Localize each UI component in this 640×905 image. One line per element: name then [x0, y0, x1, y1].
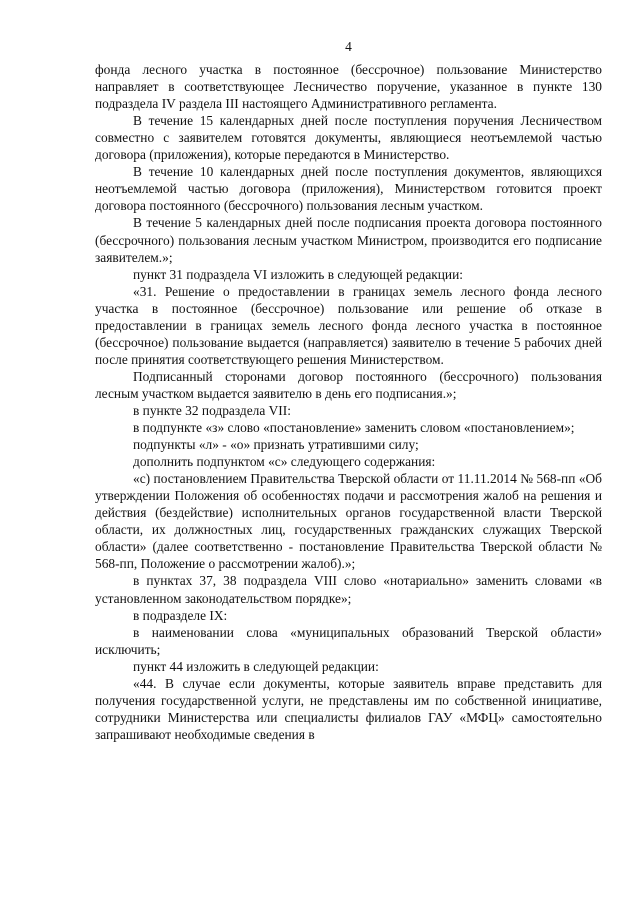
paragraph: «44. В случае если документы, которые заявитель вправе представить для получения государственной услуги, не представлены им по собственной инициативе, сотрудники Министерства или специалисты филиалов ГАУ «МФЦ» самостоятельно запрашивают необходимые сведения в — [95, 675, 602, 742]
paragraph: дополнить подпунктом «с» следующего содержания: — [133, 454, 436, 470]
paragraph: в подразделе IX: — [133, 607, 228, 623]
paragraph: в подпункте «з» слово «постановление» заменить словом «постановлением»; — [133, 420, 575, 436]
paragraph: В течение 5 календарных дней после подписания проекта договора постоянного (бессрочного) пользования лесным участком Министром, производится его подписание заявителем.»; — [95, 215, 602, 265]
paragraph: «с) постановлением Правительства Тверской области от 11.11.2014 № 568-пп «Об утверждении Положения об особенностях подачи и рассмотрения жалоб на решения и действия (бездействие) исполнительных органов государственной власти Тверской области, их должностных лиц, государственных гражданских служащих Тверской области» (далее соответственно - постановление Правительства Тверской области № 568-пп, Положение о рассмотрении жалоб).»; — [95, 471, 602, 572]
paragraph: Подписанный сторонами договор постоянного (бессрочного) пользования лесным участком выдается заявителю в день его подписания.»; — [95, 368, 602, 401]
paragraph: «31. Решение о предоставлении в границах земель лесного фонда лесного участка в постоянное (бессрочное) пользование или решение об отказе в предоставлении в границах земель лесного фонда лесного участка в постоянное (бессрочное) пользование выдается (направляется) заявителю в течение 5 рабочих дней после принятия соответствующего решения Министерством. — [95, 283, 602, 367]
paragraph: в наименовании слова «муниципальных образований Тверской области» исключить; — [95, 624, 602, 657]
paragraph: в пункте 32 подраздела VII: — [133, 402, 291, 418]
paragraph: подпункты «л» - «о» признать утратившими силу; — [133, 437, 419, 453]
paragraph: В течение 10 календарных дней после поступления документов, являющихся неотъемлемой частью договора (приложения), Министерством готовится проект договора постоянного (бессрочного) пользования лесным участком. — [95, 164, 602, 214]
paragraph: В течение 15 календарных дней после поступления поручения Лесничеством совместно с заявителем готовятся документы, являющиеся неотъемлемой частью договора (приложения), которые передаются в Министерство. — [95, 113, 602, 163]
page-number: 4 — [345, 39, 352, 54]
paragraph: фонда лесного участка в постоянное (бессрочное) пользование Министерство направляет в соответствующее Лесничество поручение, указанное в пункте 130 подраздела IV раздела III настоящего Административного регламента. — [95, 62, 602, 112]
document-body — [95, 61, 602, 743]
paragraph: в пунктах 37, 38 подраздела VIII слово «нотариально» заменить словами «в установленном законодательством порядке»; — [95, 573, 602, 606]
paragraph: пункт 31 подраздела VI изложить в следующей редакции: — [133, 266, 463, 282]
paragraph: пункт 44 изложить в следующей редакции: — [133, 658, 379, 674]
document-page — [95, 38, 602, 743]
